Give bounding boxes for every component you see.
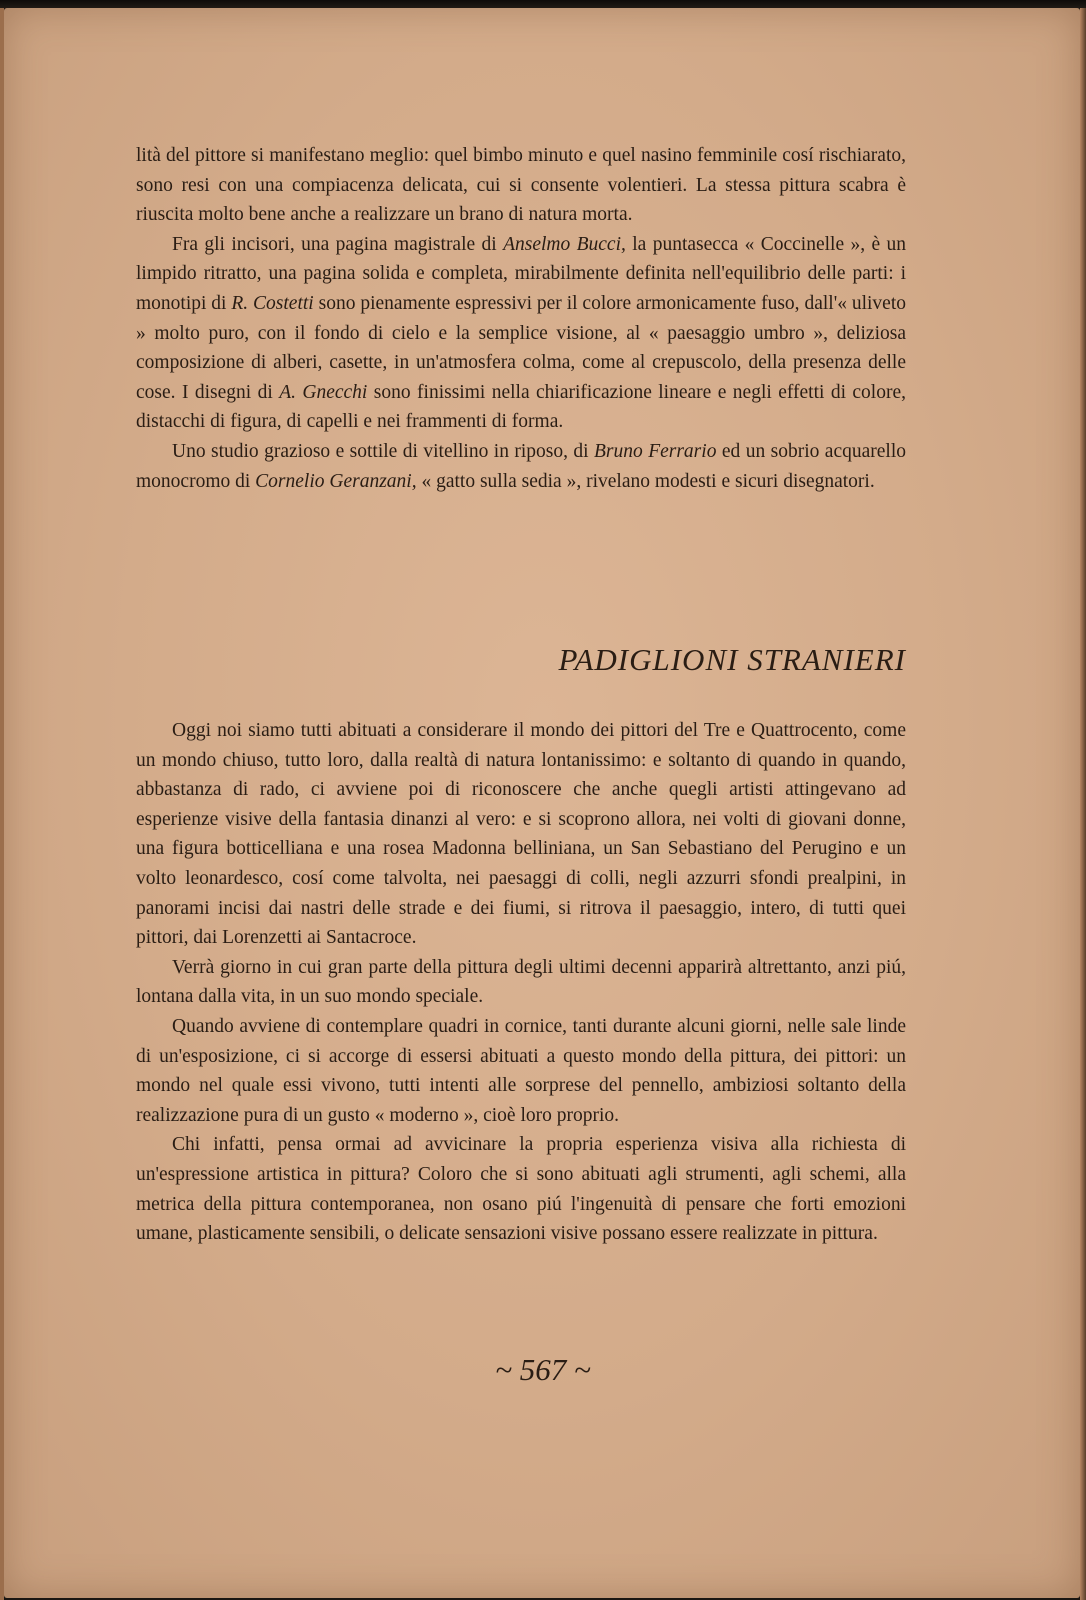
paragraph-6: Quando avviene di contemplare quadri in cornice, tanti durante alcuni giorni, nelle sale linde di un'esposizione, ci si accorge di essersi abituati a questo mondo della pittura, dei pittori: un mondo nel quale essi vivono, tutti intenti alle sorprese del pennello, ambiziosi soltanto della realizzazione pura di un gusto « moderno », cioè loro proprio. <box>136 1015 906 1126</box>
artist-name-gnecchi: A. Gnecchi <box>279 381 368 403</box>
paragraph-7: Chi infatti, pensa ormai ad avvicinare la propria esperienza visiva alla richiesta di un'espressione artistica in pittura? Coloro che si sono abituati agli strumenti, agli schemi, alla metrica della pittura contemporanea, non osano piú l'ingenuità di pensare che forti emozioni umane, plasticamente sensibili, o delicate sensazioni visive possano essere realizzate in pittura. <box>136 1134 906 1245</box>
paragraph-2 <box>136 230 906 437</box>
paragraph-1: lità del pittore si manifestano meglio: quel bimbo minuto e quel nasino femminile cosí rischiarato, sono resi con una compiacenza delicata, cui si consente volentieri. La stessa pittura scabra è riuscita molto bene anche a realizzare un brano di natura morta. <box>136 145 906 226</box>
paragraph-2-part-3: sono pienamente espressivi per il colore armonicamente fuso, dall'« uliveto » molto puro, con il fondo di cielo e la semplice visione, al « paesaggio umbro », deliziosa composizione di alberi, casette, in un'atmosfera colma, come al crepuscolo, della presenza delle cose. I disegni di <box>136 292 906 403</box>
paragraph-3-part-1: Uno studio grazioso e sottile di vitellino in riposo, di <box>172 440 595 462</box>
paragraph-2-part-2: la puntasecca « Coccinelle », è un limpido ritratto, una pagina solida e completa, mirabilmente definita nell'equilibrio delle parti: i monotipi di <box>136 233 906 314</box>
artist-name-bucci: Anselmo Bucci, <box>503 233 626 255</box>
paragraph-2-part-1: Fra gli incisori, una pagina magistrale di <box>172 233 504 255</box>
paragraph-3-part-2: ed un sobrio acquarello monocromo di <box>136 440 907 492</box>
paragraph-2-part-4: sono finissimi nella chiarificazione lineare e negli effetti di colore, distacchi di figura, di capelli e nei frammenti di forma. <box>136 381 906 433</box>
paragraph-3 <box>136 437 906 496</box>
section-1-body <box>136 141 906 496</box>
artist-name-costetti: R. Costetti <box>231 292 314 314</box>
paragraph-3-part-3: « gatto sulla sedia », rivelano modesti e sicuri disegnatori. <box>416 470 875 492</box>
artist-name-geranzani: Cornelio Geranzani, <box>255 470 417 492</box>
section-2-body <box>136 716 906 1249</box>
section-title: PADIGLIONI STRANIERI <box>558 642 906 677</box>
paragraph-4: Oggi noi siamo tutti abituati a considerare il mondo dei pittori del Tre e Quattrocento, come un mondo chiuso, tutto loro, dalla realtà di natura lontanissimo: e soltanto di quando in quando, abbastanza di rado, ci avviene poi di riconoscere che anche quegli artisti attingevano ad esperienze visive della fantasia dinanzi al vero: e si scoprono allora, nei volti di giovani donne, una figura botticelliana e una rosea Madonna belliniana, un San Sebastiano del Perugino e un volto leonardesco, cosí come talvolta, nei paesaggi di colli, negli azzurri sfondi prealpini, in panorami incisi dai nastri delle strade e dei fiumi, si ritrova il paesaggio, intero, di tutti quei pittori, dai Lorenzetti ai Santacroce. <box>136 720 906 949</box>
paragraph-5: Verrà giorno in cui gran parte della pittura degli ultimi decenni apparirà altrettanto, anzi piú, lontana dalla vita, in un suo mondo speciale. <box>136 956 906 1008</box>
page-number: ~ 567 ~ <box>495 1352 591 1387</box>
artist-name-ferrario: Bruno Ferrario <box>594 440 717 462</box>
